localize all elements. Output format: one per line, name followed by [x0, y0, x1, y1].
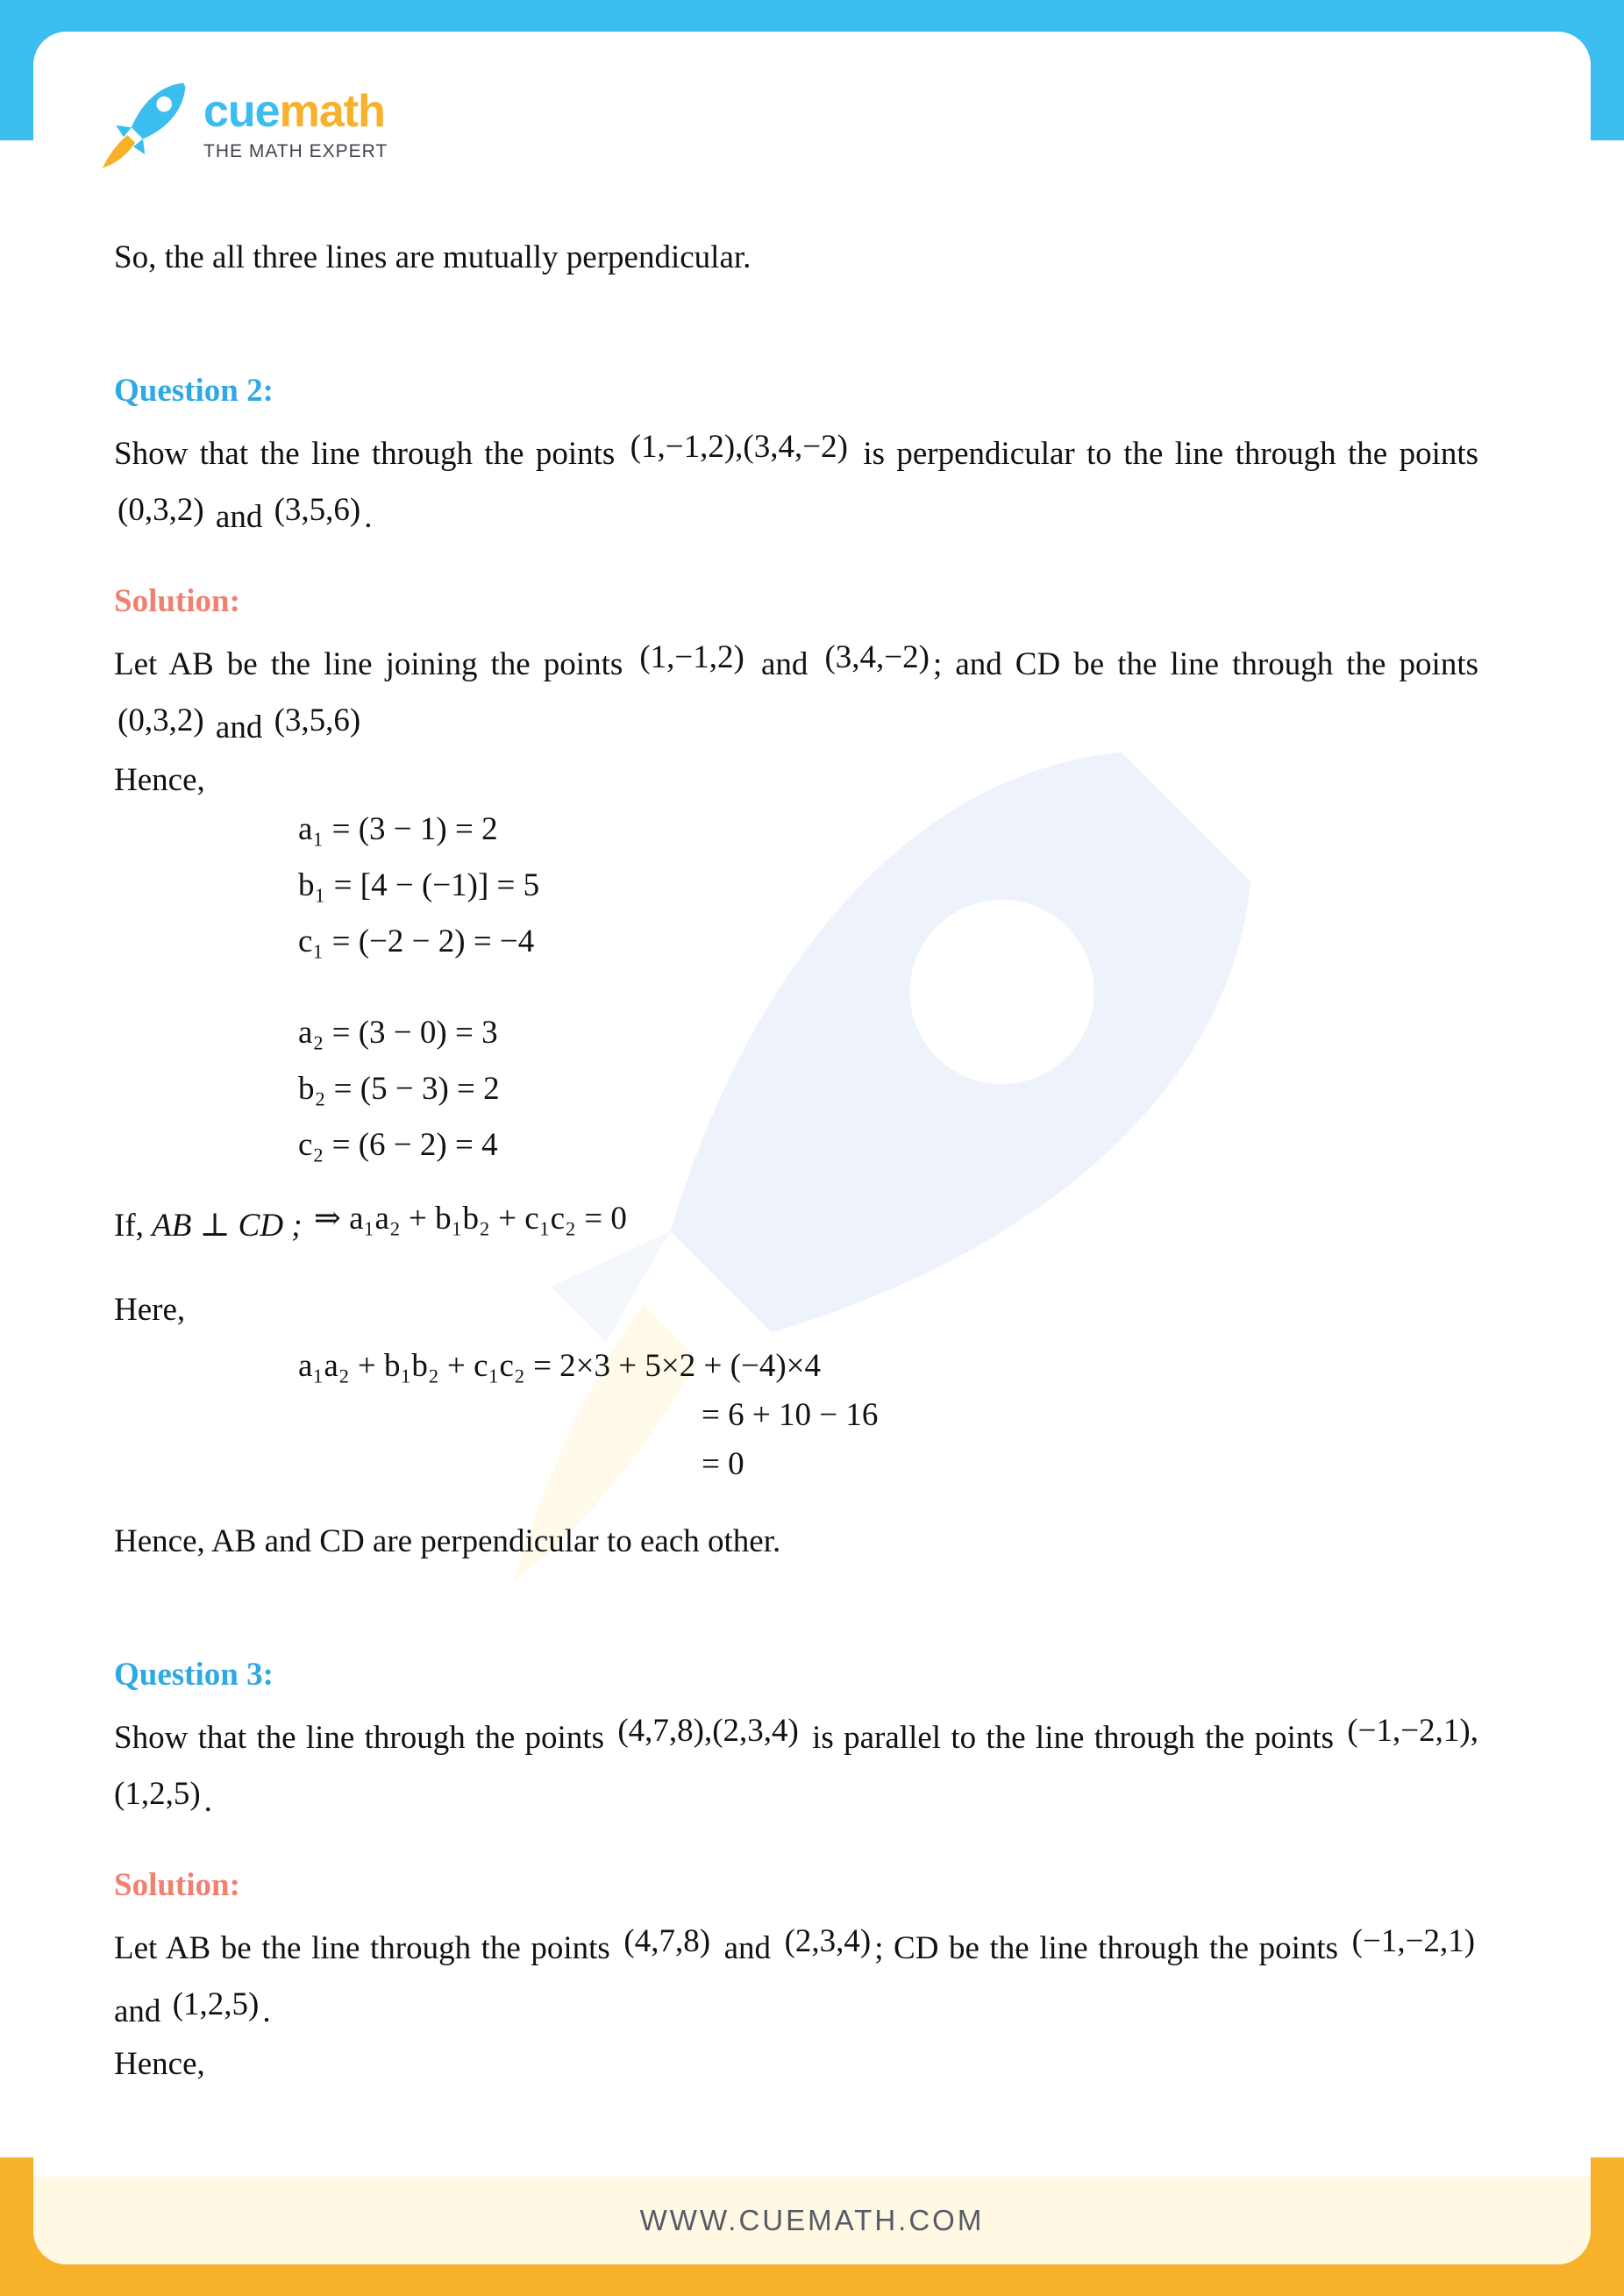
if-label: If,	[114, 1208, 144, 1244]
sol2-hence: Hence,	[114, 762, 205, 798]
sol2-text-a: Let AB be the line joining the points	[114, 646, 623, 682]
q2-and: and	[215, 499, 263, 535]
dot-product-calculation	[298, 1342, 1478, 1489]
footer	[33, 2177, 1591, 2264]
sol3-and-2: and	[114, 1993, 161, 2029]
intro-text: So, the all three lines are mutually perpendicular.	[114, 239, 751, 275]
direction-ratios-ab	[298, 802, 1478, 970]
if-condition: AB ⊥ CD ;	[152, 1208, 303, 1244]
brand-name-part1: cue	[203, 86, 280, 137]
question-2-heading: Question 2:	[114, 373, 274, 409]
solution-2-intro	[114, 633, 1478, 759]
q3-text-b: is parallel to the line through the points	[812, 1720, 1335, 1756]
sol3-point-3: (−1,−2,1)	[1351, 1923, 1476, 1959]
sol2-text-b: ; and CD be the line through the points	[932, 646, 1479, 682]
equation-line: b₁ = [4 − (−1)] = 5	[298, 867, 540, 903]
q3-points-2: (−1,−2,1),(1,2,5)	[114, 1713, 1478, 1812]
equation-line: b₂ = (5 − 3) = 2	[298, 1071, 500, 1107]
brand-name-part2: math	[279, 86, 385, 137]
solution-3-intro	[114, 1917, 1478, 2043]
q2-period: .	[364, 499, 373, 535]
solution-2-conclusion: Hence, AB and CD are perpendicular to each other.	[114, 1523, 781, 1559]
q2-points-1: (1,−1,2),(3,4,−2)	[630, 429, 848, 465]
q3-text-a: Show that the line through the points	[114, 1720, 605, 1756]
q2-point-3: (0,3,2)	[118, 492, 204, 528]
question-3-text	[114, 1707, 1478, 1833]
sol2-point-4: (3,5,6)	[274, 702, 361, 738]
sol3-period: .	[262, 1993, 271, 2029]
question-3-heading: Question 3:	[114, 1657, 274, 1693]
calc-line: = 6 + 10 − 16	[702, 1397, 879, 1433]
rocket-logo-icon	[95, 77, 191, 174]
equation-line: a₁ = (3 − 1) = 2	[298, 811, 498, 847]
here-label: Here,	[114, 1292, 186, 1328]
sol3-and-1: and	[723, 1930, 772, 1966]
question-2-text	[114, 423, 1478, 549]
if-equation: ⇒ a₁a₂ + b₁b₂ + c₁c₂ = 0	[313, 1201, 627, 1237]
sol2-point-2: (3,4,−2)	[824, 639, 930, 675]
calc-line: a₁a₂ + b₁b₂ + c₁c₂ = 2×3 + 5×2 + (−4)×4	[298, 1348, 822, 1384]
equation-line: c₂ = (6 − 2) = 4	[298, 1127, 498, 1163]
brand-tagline: THE MATH EXPERT	[203, 141, 388, 161]
perpendicular-condition	[114, 1194, 1478, 1258]
sol2-point-3: (0,3,2)	[118, 702, 204, 738]
q3-points-1: (4,7,8),(2,3,4)	[617, 1713, 799, 1749]
calc-line: = 0	[702, 1446, 744, 1482]
direction-ratios-cd	[298, 1005, 1478, 1173]
equation-line: c₁ = (−2 − 2) = −4	[298, 923, 535, 959]
sol3-text-a: Let AB be the line through the points	[114, 1930, 610, 1966]
brand-name	[203, 86, 388, 137]
sol2-point-1: (1,−1,2)	[639, 639, 744, 675]
sol2-and-1: and	[760, 646, 808, 682]
sol3-point-1: (4,7,8)	[623, 1923, 711, 1959]
q2-point-4: (3,5,6)	[274, 492, 361, 528]
footer-url[interactable]: WWW.CUEMATH.COM	[639, 2204, 985, 2236]
sol3-point-2: (2,3,4)	[784, 1923, 872, 1959]
sol3-hence: Hence,	[114, 2046, 205, 2082]
q3-period: .	[203, 1783, 212, 1819]
q2-text-b: is perpendicular to the line through the points	[863, 436, 1479, 472]
solution-2-heading: Solution:	[114, 583, 240, 619]
q2-text-a: Show that the line through the points	[114, 436, 616, 472]
cuemath-logo[interactable]	[95, 77, 388, 174]
document-content	[114, 226, 1478, 2086]
sol3-point-4: (1,2,5)	[172, 1986, 260, 2022]
sol2-and-2: and	[215, 709, 263, 745]
sol3-text-b: ; CD be the line through the points	[874, 1930, 1339, 1966]
solution-3-heading: Solution:	[114, 1867, 240, 1903]
equation-line: a₂ = (3 − 0) = 3	[298, 1015, 498, 1051]
